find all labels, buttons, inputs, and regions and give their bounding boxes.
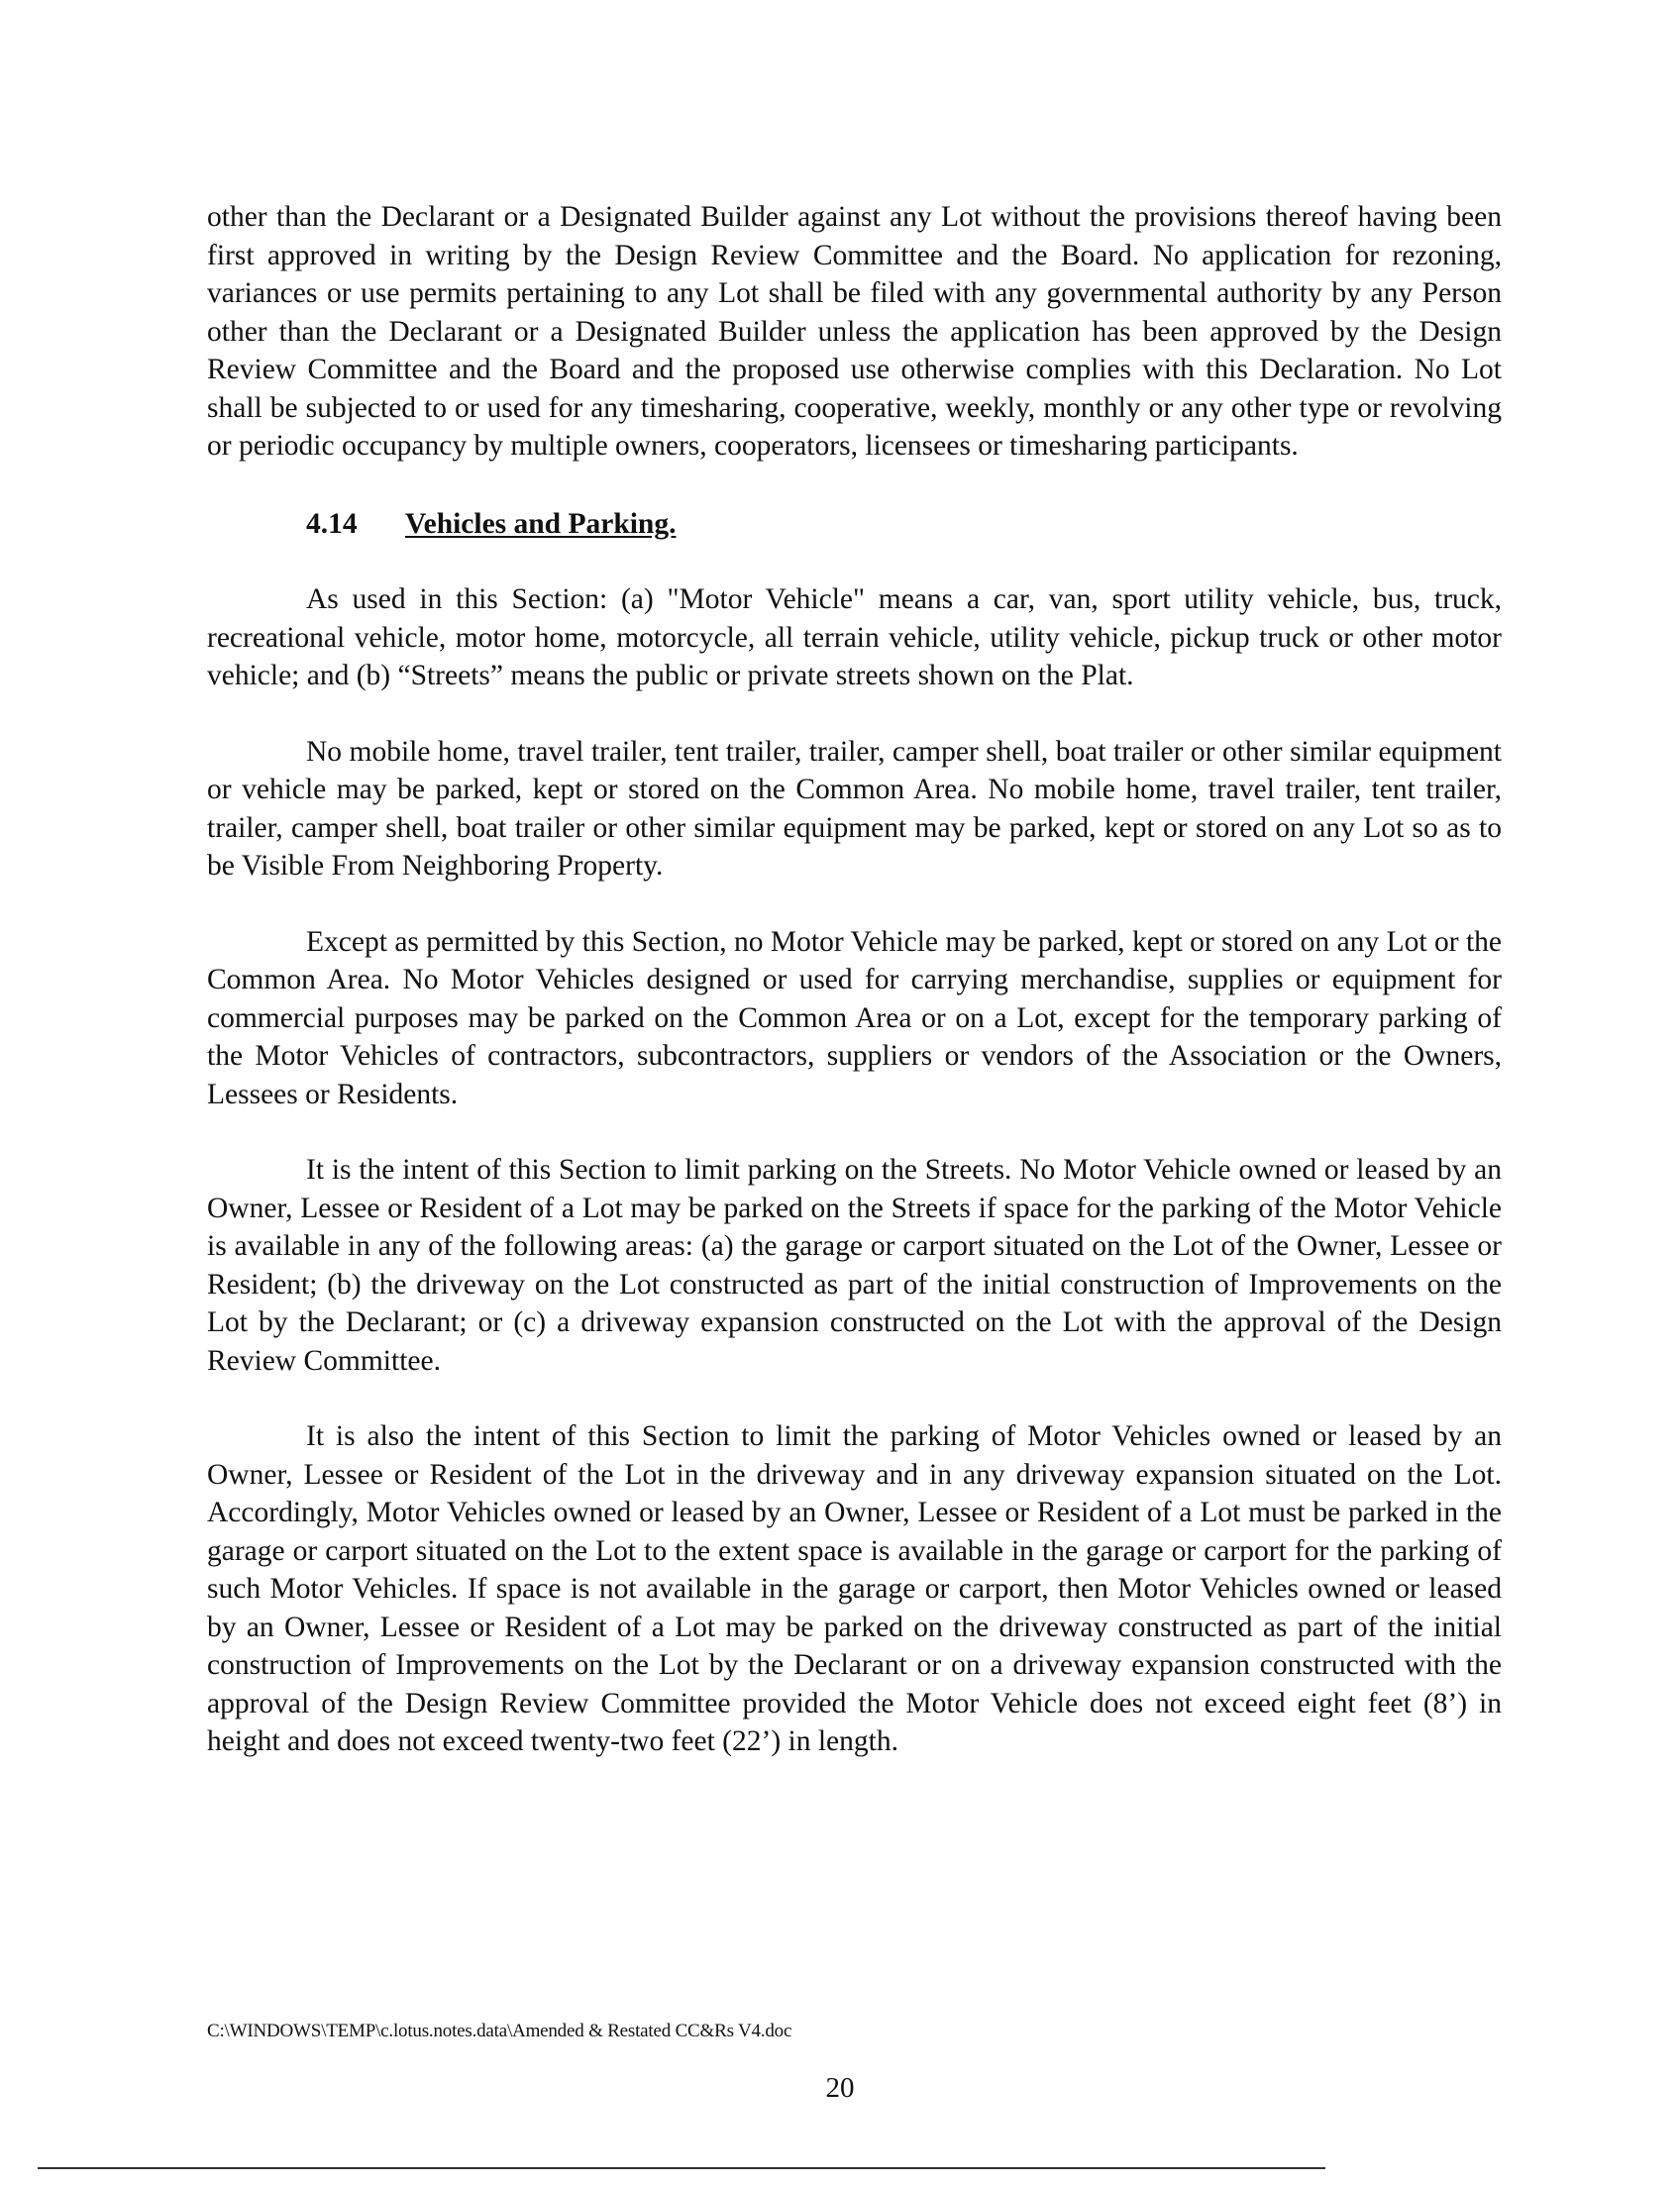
footer-file-path: C:\WINDOWS\TEMP\c.lotus.notes.data\Amended & Restated CC&Rs V4.doc — [207, 2021, 792, 2041]
paragraph-except-permitted: Except as permitted by this Section, no Motor Vehicle may be parked, kept or stored on any Lot or the Common Area. No Motor Vehicles designed or used for carrying merchandise, supplies or equipment for commercial purposes may be parked on the Common Area or on a Lot, except for the temporary parking of the Motor Vehicles of contractors, subcontractors, suppliers or vendors of the Association or the Owners, Lessees or Residents. — [207, 925, 1502, 1110]
paragraph-mobile-home: No mobile home, travel trailer, tent trailer, trailer, camper shell, boat trailer or other similar equipment or vehicle may be parked, kept or stored on the Common Area. No mobile home, travel trailer, tent trailer, trailer, camper shell, boat trailer or other similar equipment may be parked, kept or stored on any Lot so as to be Visible From Neighboring Property. — [207, 735, 1502, 882]
paragraph-continuation: other than the Declarant or a Designated Builder against any Lot without the provisions thereof having been first approved in writing by the Design Review Committee and the Board. No application for rezoning, variances or use permits pertaining to any Lot shall be filed with any governmental authority by any Person other than the Declarant or a Designated Builder unless the application has been approved by the Design Review Committee and the Board and the proposed use otherwise complies with this Declaration. No Lot shall be subjected to or used for any timesharing, cooperative, weekly, monthly or any other type or revolving or periodic occupancy by multiple owners, cooperators, licensees or timesharing participants. — [207, 201, 1502, 462]
section-number: 4.14 — [306, 507, 358, 540]
paragraph-definitions: As used in this Section: (a) "Motor Vehicle" means a car, van, sport utility vehicle, bus, truck, recreational vehicle, motor home, motorcycle, all terrain vehicle, utility vehicle, pickup truck or other motor vehicle; and (b) “Streets” means the public or private streets shown on the Plat. — [207, 583, 1502, 691]
section-title: Vehicles and Parking. — [405, 507, 677, 540]
bottom-rule — [38, 2167, 1325, 2169]
paragraph-driveway-parking: It is also the intent of this Section to limit the parking of Motor Vehicles owned or leased by an Owner, Lessee or Resident of the Lot in the driveway and in any driveway expansion situated on the Lot. Accordingly, Motor Vehicles owned or leased by an Owner, Lessee or Resident of a Lot must be parked in the garage or carport situated on the Lot to the extent space is available in the garage or carport for the parking of such Motor Vehicles. If space is not available in the garage or carport, then Motor Vehicles owned or leased by an Owner, Lessee or Resident of a Lot may be parked on the driveway constructed as part of the initial construction of Improvements on the Lot by the Declarant or on a driveway expansion constructed with the approval of the Design Review Committee provided the Motor Vehicle does not exceed eight feet (8’) in height and does not exceed twenty-two feet (22’) in length. — [207, 1420, 1502, 1757]
page-number: 20 — [825, 2072, 855, 2104]
document-body — [207, 198, 1502, 1799]
paragraph-street-parking: It is the intent of this Section to limit parking on the Streets. No Motor Vehicle owned or leased by an Owner, Lessee or Resident of a Lot may be parked on the Streets if space for the parking of the Motor Vehicle is available in any of the following areas: (a) the garage or carport situated on the Lot of the Owner, Lessee or Resident; (b) the driveway on the Lot constructed as part of the initial construction of Improvements on the Lot by the Declarant; or (c) a driveway expansion constructed on the Lot with the approval of the Design Review Committee. — [207, 1154, 1502, 1377]
section-heading — [207, 505, 1502, 544]
